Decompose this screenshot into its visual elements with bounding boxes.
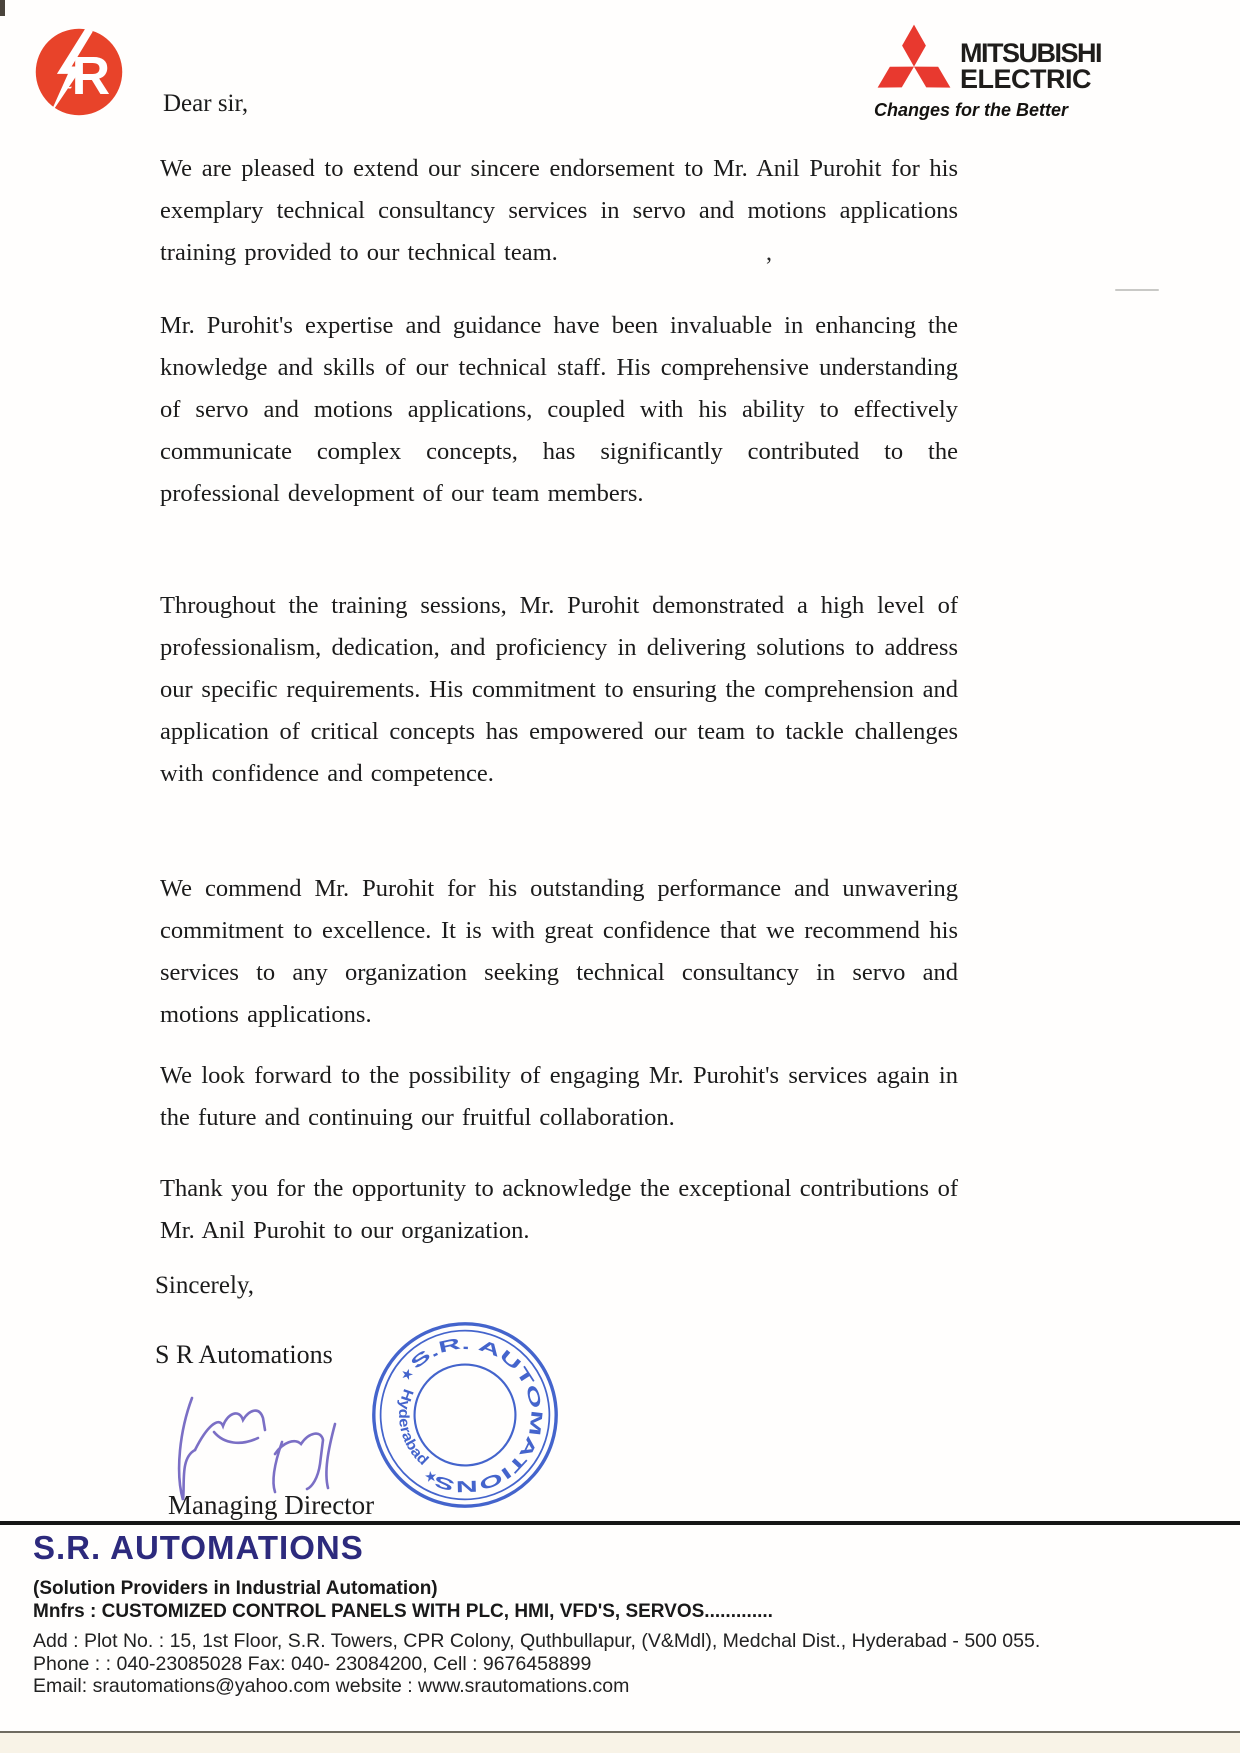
footer-company-name: S.R. AUTOMATIONS [33,1529,364,1566]
stamp-left-text: Hyderabad [395,1386,431,1468]
sr-logo-letter: R [71,47,111,107]
footer-tagline: (Solution Providers in Industrial Automation) [33,1578,438,1599]
signatory-title: Managing Director [168,1490,375,1520]
scan-corner-artifact [0,0,5,16]
sr-automations-logo [33,26,125,118]
paragraph-4: We commend Mr. Purohit for his outstanding performance and unwavering commitment to excellence. It is with great confidence that we recommend his services to any organization seeking technical consultancy in servo and motions applications. [160,875,958,1028]
footer-phone: Phone : : 040-23085028 Fax: 040- 23084200, Cell : 9676458899 [33,1653,592,1675]
paragraph-1: We are pleased to extend our sincere endorsement to Mr. Anil Purohit for his exemplary technical consultancy services in servo and motions applications training provided to our technical team. [160,155,958,266]
paper-edge [0,1733,1240,1753]
mitsubishi-electric-logo [860,18,1120,138]
footer-address: Add : Plot No. : 15, 1st Floor, S.R. Towers, CPR Colony, Quthbullapur, (V&Mdl), Medchal Dist., Hyderabad - 500 055. [33,1630,1041,1652]
star-icon: ★ [421,1465,441,1487]
mitsubishi-diamond-icon [872,22,956,100]
scan-dash-artifact [1115,289,1159,291]
mitsubishi-tagline: Changes for the Better [874,100,1069,120]
svg-text:Hyderabad [393,1385,432,1470]
mitsubishi-name-line2: ELECTRIC [960,64,1091,94]
paragraph-6: Thank you for the opportunity to acknowledge the exceptional contributions of Mr. Anil Purohit to our organization. [160,1175,958,1244]
stamp-ring-text: S.R. AUTOMATIONS [407,1336,545,1494]
star-icon: ★ [397,1364,419,1385]
paragraph-2: Mr. Purohit's expertise and guidance have been invaluable in enhancing the knowledge and skills of our technical staff. His comprehensive understanding of servo and motions applications, coupled with his ability to effectively communicate complex concepts, has significantly contributed to the professional development of our team members. [160,312,958,507]
closing: Sincerely, [155,1272,255,1299]
footer-manufactures: Mnfrs : CUSTOMIZED CONTROL PANELS WITH PLC, HMI, VFD'S, SERVOS............. [33,1601,773,1622]
mitsubishi-wordmark [960,40,1101,92]
sr-logo-tilde: ~ [63,80,72,97]
signatory-company: S R Automations [155,1340,333,1369]
paragraph-3: Throughout the training sessions, Mr. Purohit demonstrated a high level of professionalism, dedication, and proficiency in delivering solutions to address our specific requirements. His commitment to ensuring the comprehension and application of critical concepts has empowered our team to tackle challenges with confidence and competence. [160,592,958,787]
paragraph-5: We look forward to the possibility of engaging Mr. Purohit's services again in the future and continuing our fruitful collaboration. [160,1062,958,1131]
salutation: Dear sir, [163,90,249,117]
company-stamp [361,1311,568,1518]
footer-email: Email: srautomations@yahoo.com website : www.srautomations.com [33,1675,630,1697]
footer-divider [0,1521,1240,1525]
ink-artifact: , [766,240,772,266]
mitsubishi-name-line1: MITSUBISHI [960,38,1102,68]
